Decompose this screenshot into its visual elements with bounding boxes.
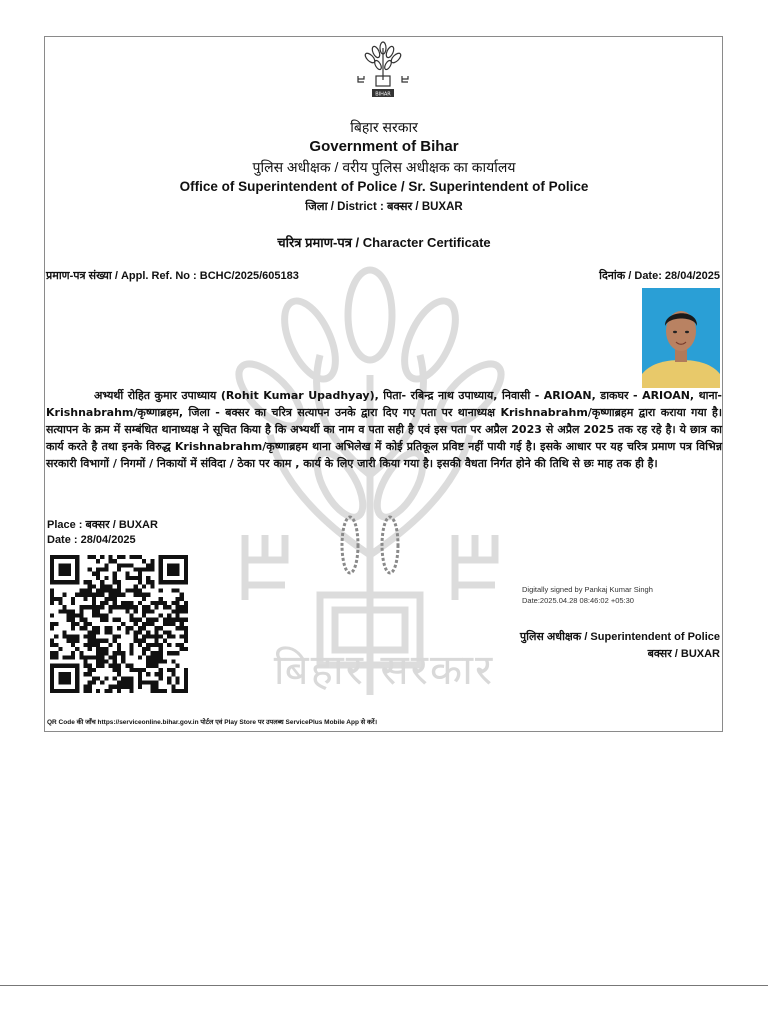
signatory-designation: पुलिस अधीक्षक / Superintendent of Police [519,631,720,643]
certificate-date: दिनांक / Date: 28/04/2025 [599,270,720,282]
header-office-hindi: पुलिस अधीक्षक / वरीय पुलिस अधीक्षक का कार्यालय [252,159,516,175]
bihar-emblem-icon [352,40,414,100]
page-divider [0,985,768,986]
qr-verification-note: QR Code की जाँच https://serviceonline.bihar.gov.in पोर्टल एवं Play Store पर उपलब्ध ServicePlus Mobile App से करें। [47,719,378,726]
place-label: Place : बक्सर / BUXAR [47,519,158,531]
certificate-title: चरित्र प्रमाण-पत्र / Character Certificate [277,235,491,250]
digital-signature-name: Digitally signed by Pankaj Kumar Singh [522,585,653,594]
issue-date-label: Date : 28/04/2025 [47,534,136,546]
header-government: Government of Bihar [309,138,459,155]
header-district: जिला / District : बक्सर / BUXAR [305,201,463,213]
reference-number: प्रमाण-पत्र संख्या / Appl. Ref. No : BCHC/2025/605183 [46,270,299,282]
watermark-text: बिहार सरकार [273,645,495,694]
header-line-hindi: बिहार सरकार [350,119,418,135]
signatory-district: बक्सर / BUXAR [647,648,720,660]
qr-code[interactable] [50,553,188,695]
certificate-body [46,387,722,472]
header-office-english: Office of Superintendent of Police / Sr. Superintendent of Police [179,179,589,194]
digital-signature-date: Date:2025.04.28 08:46:02 +05:30 [522,596,634,605]
emblem-label: BIHAR [375,91,391,98]
certificate-body-text: अभ्यर्थी रोहित कुमार उपाध्याय (Rohit Kumar Upadhyay), पिता- रबिन्द्र नाथ उपाध्याय, निवासी - ARIOAN, डाकघर - ARIOAN, थाना- Krishnabrahm/कृष्णाब्रहम, जिला - बक्सर का चरित्र सत्यापन उनके द्वारा दिए गए पता पर थानाध्यक्ष Krishnabrahm/कृष्णाब्रहम द्वारा कराया गया है। सत्यापन के क्रम में सम्बंधित थानाध्यक्ष ने सूचित किया है कि अभ्यर्थी का नाम व पता सही है एवं इस पता पर अप्रैल 2023 से अप्रैल 2025 तक रह रहे है। ये छात्र का कार्य करते है तथा इनके विरुद्ध Krishnabrahm/कृष्णाब्रहम थाना अभिलेख में कोई प्रतिकूल प्रविष्ट नहीं पायी गई है। इसके आधार पर यह चरित्र प्रमाण पत्र विभिन्न सरकारी विभागों / निगमों / निकायों में संविदा / ठेका पर काम , कार्य के लिए जारी किया गया है। इसकी वैधता निर्गत होने की तिथि से छः माह तक ही है। [46,389,722,470]
applicant-photo [642,288,720,388]
